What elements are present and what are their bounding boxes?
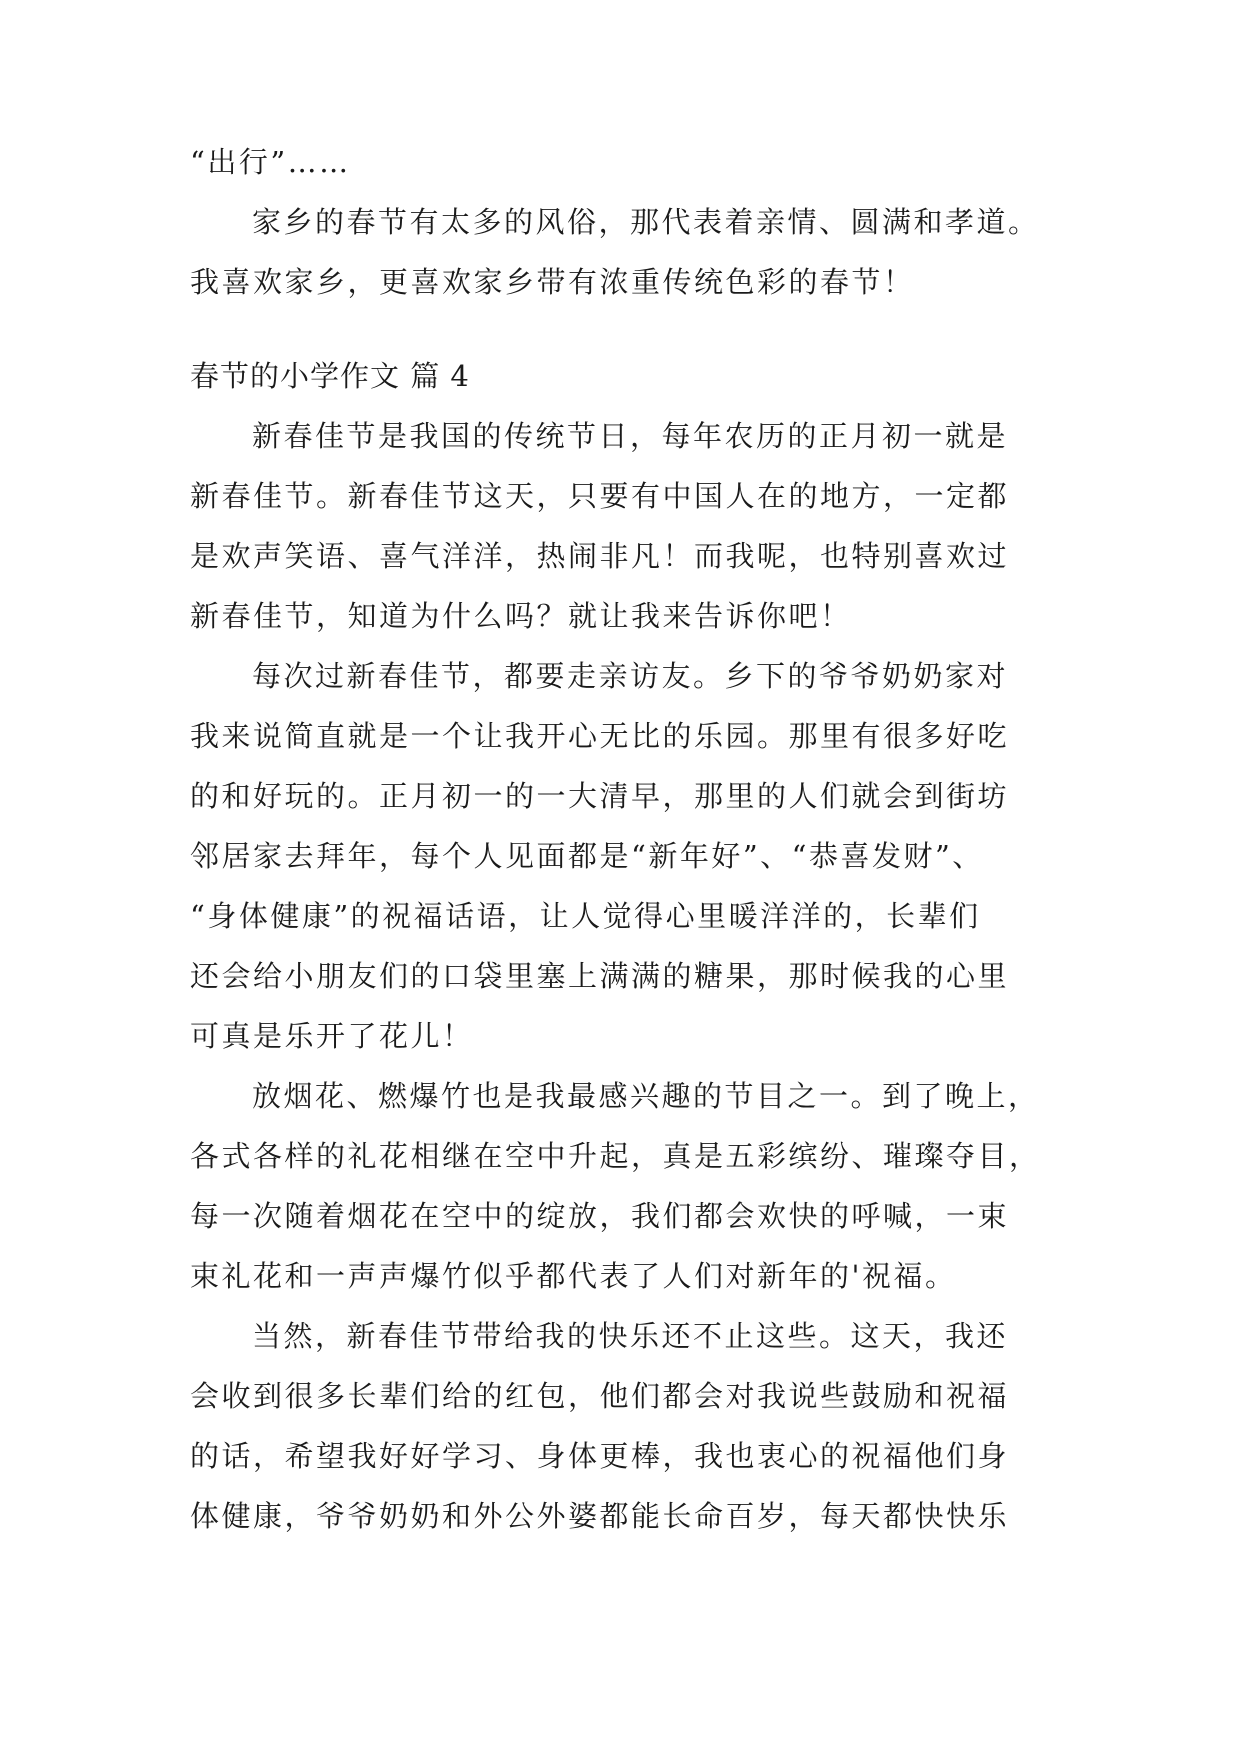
paragraph-2-line: 邻居家去拜年，每个人见面都是“新年好”、“恭喜发财”、 — [190, 839, 984, 873]
paragraph-1-line: 新春佳节。新春佳节这天，只要有中国人在的地方，一定都 — [190, 479, 1010, 513]
paragraph-2-line: 可真是乐开了花儿！ — [190, 1019, 474, 1053]
essay-body — [190, 406, 1056, 1546]
text-line: “出行”…… — [190, 145, 351, 179]
paragraph-2-line: “身体健康”的祝福话语，让人觉得心里暖洋洋的，长辈们 — [190, 899, 981, 933]
paragraph-1-line: 新春佳节是我国的传统节日，每年农历的正月初一就是 — [252, 419, 1009, 453]
section-title: 春节的小学作文 篇 4 — [190, 359, 470, 393]
paragraph-2-line: 还会给小朋友们的口袋里塞上满满的糖果，那时候我的心里 — [190, 959, 1010, 993]
paragraph-2-line: 的和好玩的。正月初一的一大清早，那里的人们就会到街坊 — [190, 779, 1010, 813]
paragraph-2-line: 每次过新春佳节，都要走亲访友。乡下的爷爷奶奶家对 — [252, 659, 1009, 693]
paragraph-3-line: 各式各样的礼花相继在空中升起，真是五彩缤纷、璀璨夺目， — [190, 1139, 1041, 1173]
paragraph-2-line: 我来说简直就是一个让我开心无比的乐园。那里有很多好吃 — [190, 719, 1010, 753]
paragraph-1-line: 新春佳节，知道为什么吗？就让我来告诉你吧！ — [190, 599, 852, 633]
text-line: 家乡的春节有太多的风俗，那代表着亲情、圆满和孝道。 — [252, 205, 1040, 239]
paragraph-3-line: 每一次随着烟花在空中的绽放，我们都会欢快的呼喊，一束 — [190, 1199, 1010, 1233]
paragraph-4-line: 体健康，爷爷奶奶和外公外婆都能长命百岁，每天都快快乐 — [190, 1499, 1010, 1533]
paragraph-4-line: 会收到很多长辈们给的红包，他们都会对我说些鼓励和祝福 — [190, 1379, 1010, 1413]
paragraph-4-line: 的话，希望我好好学习、身体更棒，我也衷心的祝福他们身 — [190, 1439, 1010, 1473]
intro-paragraphs — [190, 132, 1056, 312]
paragraph-4-line: 当然，新春佳节带给我的快乐还不止这些。这天，我还 — [252, 1319, 1009, 1353]
paragraph-3-line: 束礼花和一声声爆竹似乎都代表了人们对新年的'祝福。 — [190, 1259, 957, 1293]
paragraph-3-line: 放烟花、燃爆竹也是我最感兴趣的节目之一。到了晚上， — [252, 1079, 1040, 1113]
section-heading-block — [190, 346, 1056, 406]
paragraph-1-line: 是欢声笑语、喜气洋洋，热闹非凡！而我呢，也特别喜欢过 — [190, 539, 1010, 573]
text-line: 我喜欢家乡，更喜欢家乡带有浓重传统色彩的春节！ — [190, 265, 915, 299]
